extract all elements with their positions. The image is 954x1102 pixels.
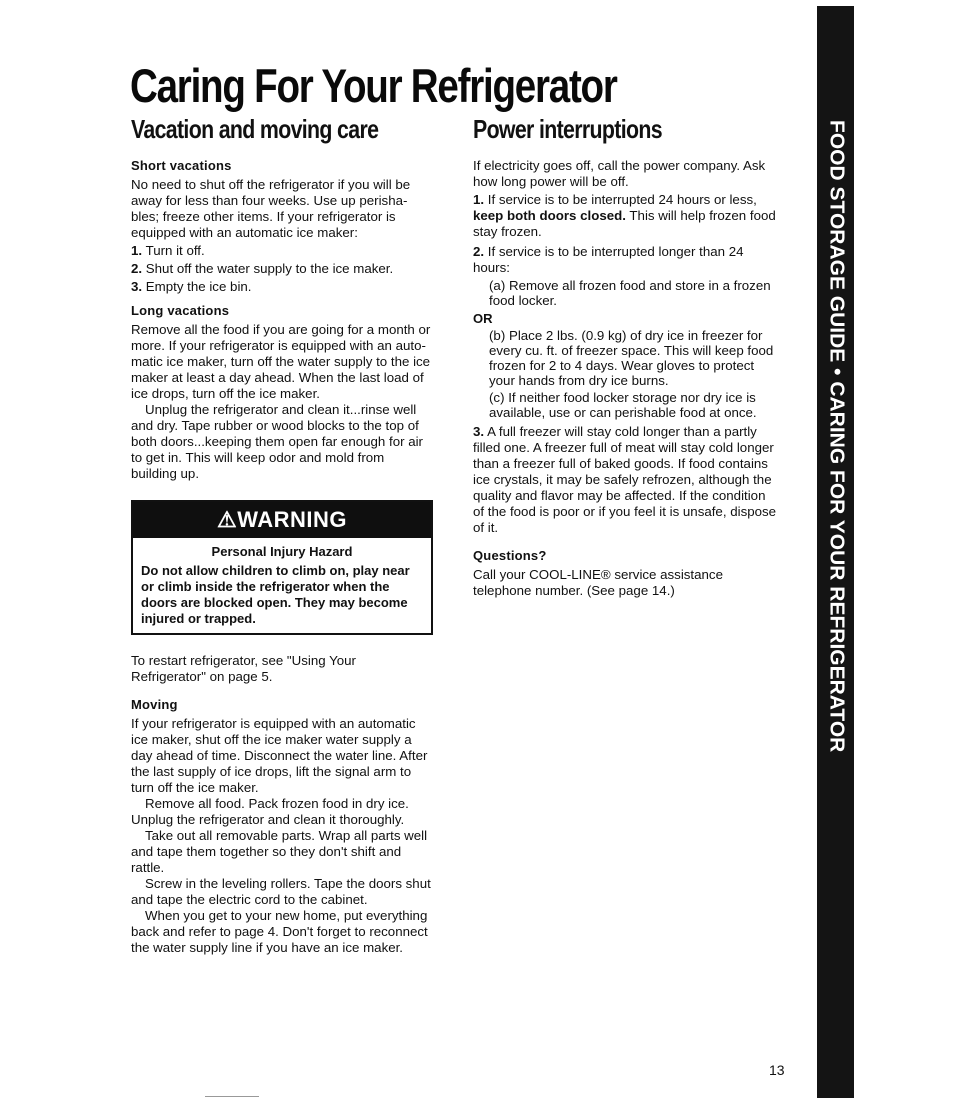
warning-subtitle: Personal Injury Hazard (211, 544, 353, 559)
list-text: A full freezer will stay cold longer than a partly filled one. A freezer full of meat will stay cold longer than a freezer full of baked goods. If food contains ice crystals, it may be safely refrozen, although the quality and flavor may be affected. If the condition of the food is poor or if you feel it is unsafe, dispose of it. (473, 424, 777, 535)
warning-triangle-icon: ⚠ (216, 507, 238, 532)
list-number: 2. (131, 261, 143, 276)
sub-list-label: (c) (489, 390, 505, 405)
right-column (473, 114, 778, 599)
list-text: If service is to be interrupted longer than 24 hours: (473, 244, 744, 275)
sub-list-item (473, 390, 778, 420)
moving-paragraph: Screw in the leveling rollers. Tape the doors shut and tape the electric cord to the cabinet. (131, 876, 431, 907)
footer-rule (205, 1096, 259, 1097)
section-title-power: Power interruptions (473, 114, 662, 144)
list-item (131, 261, 433, 277)
list-item (473, 424, 778, 536)
list-number: 1. (473, 192, 485, 207)
long-vacations-paragraph: Unplug the refrigerator and clean it...rinse well and dry. Tape rubber or wood blocks to the top of both doors...keeping them open far enough for air to get in. This will keep odor and mold from building up. (131, 402, 423, 481)
warning-text: Do not allow children to climb on, play near or climb inside the refrigerator when the doors are blocked open. They may become injured or trapped. (141, 563, 410, 626)
warning-box (131, 500, 433, 635)
sub-list-item (473, 278, 778, 308)
or-divider: OR (473, 311, 493, 326)
list-item (473, 192, 778, 240)
warning-header (133, 502, 431, 538)
moving-paragraph: Remove all food. Pack frozen food in dry ice. Unplug the refrigerator and clean it thoroughly. (131, 796, 409, 827)
sidebar-tab-text: FOOD STORAGE GUIDE • CARING FOR YOUR REFRIGERATOR (825, 120, 848, 753)
moving-paragraph: When you get to your new home, put everything back and refer to page 4. Don't forget to reconnect the water supply line if you have an ice maker. (131, 908, 428, 955)
list-text: Empty the ice bin. (145, 279, 252, 294)
list-text: If service is to be interrupted 24 hours or less, (487, 192, 757, 207)
warning-label: WARNING (237, 507, 348, 532)
sub-list-text: Place 2 lbs. (0.9 kg) of dry ice in freezer for every cu. ft. of freezer space. This will keep food frozen for 2 to 4 days. Wear gloves to protect your hands from dry ice burns. (489, 328, 774, 388)
list-item (131, 279, 433, 295)
short-vacations-intro: No need to shut off the refrigerator if you will be away for less than four weeks. Use up perisha- bles; freeze other items. If your refrigerator is equipped with an automatic ice maker: (131, 177, 411, 240)
subhead-moving: Moving (131, 697, 178, 712)
power-intro: If electricity goes off, call the power company. Ask how long power will be off. (473, 158, 766, 189)
subhead-long-vacations: Long vacations (131, 303, 230, 318)
list-number: 1. (131, 243, 143, 258)
sub-list-label: (b) (489, 328, 506, 343)
moving-paragraph: If your refrigerator is equipped with an automatic ice maker, shut off the ice maker water supply a day ahead of time. Disconnect the water line. After the last supply of ice drops, lift the signal arm to turn off the ice maker. (131, 716, 428, 795)
long-vacations-paragraph: Remove all the food if you are going for a month or more. If your refrigerator is equipped with an auto- matic ice maker, turn off the water supply to the ice maker at least a day ahead. When the last load of ice drops, turn off the ice maker. (131, 322, 431, 401)
restart-note: To restart refrigerator, see "Using Your Refrigerator" on page 5. (131, 653, 356, 684)
moving-paragraph: Take out all removable parts. Wrap all parts well and tape them together so they don't shift and rattle. (131, 828, 428, 875)
list-item (473, 244, 778, 276)
list-number: 3. (131, 279, 143, 294)
sub-list-item (473, 328, 778, 388)
page-title: Caring For Your Refrigerator (130, 59, 617, 112)
list-emphasis: keep both doors closed. (473, 208, 626, 223)
sub-list-text: If neither food locker storage nor dry ice is available, use or can perishable food at once. (489, 390, 757, 420)
sub-list-text: Remove all frozen food and store in a frozen food locker. (489, 278, 771, 308)
list-text: Turn it off. (145, 243, 205, 258)
list-text: This will help frozen food stay frozen. (473, 208, 776, 239)
list-number: 3. (473, 424, 485, 439)
section-title-vacation: Vacation and moving care (131, 114, 379, 144)
page-number: 13 (769, 1062, 785, 1078)
subhead-questions: Questions? (473, 548, 547, 563)
list-item (131, 243, 433, 259)
list-text: Shut off the water supply to the ice maker. (145, 261, 394, 276)
subhead-short-vacations: Short vacations (131, 158, 232, 173)
questions-text: Call your COOL-LINE® service assistance telephone number. (See page 14.) (473, 567, 723, 598)
list-number: 2. (473, 244, 485, 259)
left-column (131, 114, 433, 956)
sub-list-label: (a) (489, 278, 506, 293)
